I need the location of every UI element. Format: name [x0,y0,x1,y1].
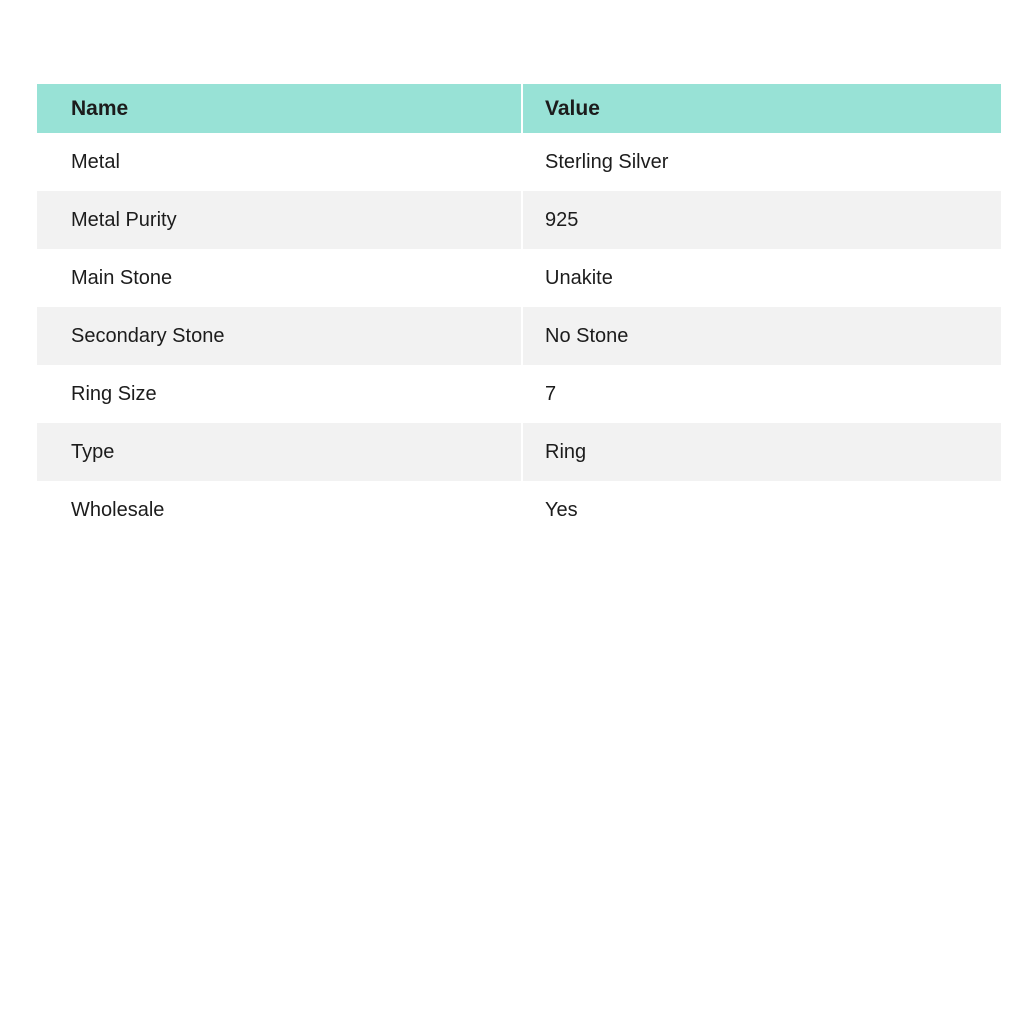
attribute-name-cell [37,423,523,481]
table-row [37,307,1001,365]
attribute-value-label: 925 [545,208,579,231]
attribute-name-label: Metal Purity [71,208,177,231]
table-row [37,133,1001,191]
attribute-name-label: Ring Size [71,382,157,405]
attribute-name-cell [37,365,523,423]
attribute-value-cell [523,307,1001,365]
attribute-name-cell [37,133,523,191]
table-row [37,365,1001,423]
attribute-value-cell [523,133,1001,191]
attribute-name-label: Metal [71,150,120,173]
attribute-value-cell [523,249,1001,307]
attribute-name-cell [37,249,523,307]
attribute-value-label: Unakite [545,266,613,289]
attribute-name-label: Main Stone [71,266,173,289]
attribute-value-label: No Stone [545,324,629,347]
attribute-name-cell [37,481,523,539]
table-row [37,191,1001,249]
attribute-name-label: Wholesale [71,498,165,521]
table-row [37,423,1001,481]
header-cell-value [523,84,1001,133]
attribute-name-label: Secondary Stone [71,324,225,347]
attribute-name-cell [37,191,523,249]
attribute-value-label: Yes [545,498,578,521]
attribute-name-cell [37,307,523,365]
table-header-row [37,84,1001,133]
attribute-value-cell [523,423,1001,481]
attribute-value-cell [523,481,1001,539]
table-body [37,133,1001,539]
attribute-value-cell [523,191,1001,249]
table-row [37,481,1001,539]
attribute-value-label: Sterling Silver [545,150,669,173]
header-cell-name [37,84,523,133]
attribute-name-label: Type [71,440,115,463]
attribute-value-cell [523,365,1001,423]
header-label-value: Value [545,96,600,120]
attribute-value-label: Ring [545,440,587,463]
attribute-value-label: 7 [545,382,557,405]
header-label-name: Name [71,96,129,120]
table-row [37,249,1001,307]
product-attributes-table [37,84,1001,539]
